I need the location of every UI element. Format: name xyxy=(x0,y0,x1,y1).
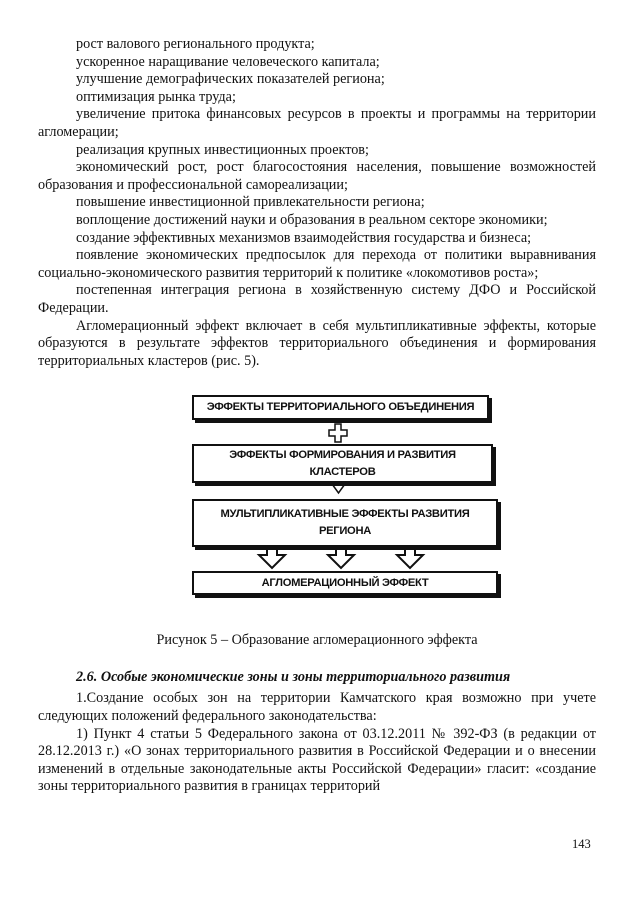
box-agglomeration-effect xyxy=(192,571,498,595)
list-item: появление экономических предпосылок для перехода от политики выравнивания социально-экономического развития территорий к политике «локомотивов роста»; xyxy=(38,247,596,281)
box-cluster-effects-line2: КЛАСТЕРОВ xyxy=(309,465,376,478)
box-cluster-effects-line1: ЭФФЕКТЫ ФОРМИРОВАНИЯ И РАЗВИТИЯ xyxy=(229,448,456,461)
list-item: ускоренное наращивание человеческого капитала; xyxy=(76,53,380,70)
box-cluster-effects xyxy=(192,444,493,483)
box-multiplicative-effects-line2: РЕГИОНА xyxy=(318,525,372,538)
list-item: экономический рост, рост благосостояния населения, повышение возможностей образования и профессиональной самореализации; xyxy=(38,159,596,193)
list-item: воплощение достижений науки и образования в реальном секторе экономики; xyxy=(76,211,548,228)
section-title: 2.6. Особые экономические зоны и зоны территориального развития xyxy=(76,668,511,685)
list-item: улучшение демографических показателей региона; xyxy=(76,71,385,88)
down-arrow-icon xyxy=(259,547,285,568)
page-number: 143 xyxy=(572,837,591,851)
paragraph: 1) Пункт 4 статьи 5 Федерального закона от 03.12.2011 № 392-ФЗ (в редакции от 28.12.2013 г.) «О зонах территориального развития в Российской Федерации и о внесении изменений в отдельные законодательные акты Российской Федерации» гласит: «создание зоны территориального развития в границах территорий xyxy=(38,725,596,795)
figure-caption: Рисунок 5 – Образование агломерационного эффекта xyxy=(156,632,478,649)
box-territorial-union xyxy=(192,395,489,420)
paragraph-effect: Агломерационный эффект включает в себя мультипликативные эффекты, которые образуются в результате эффектов территориального объединения и формирования территориальных кластеров (рис. 5). xyxy=(38,317,596,369)
down-arrow-icon xyxy=(397,547,423,568)
plus-icon xyxy=(329,424,347,442)
list-item: повышение инвестиционной привлекательности региона; xyxy=(76,194,425,211)
list-item: увеличение притока финансовых ресурсов в проекты и программы на территории агломерации; xyxy=(38,106,596,140)
box-multiplicative-effects-line1: МУЛЬТИПЛИКАТИВНЫЕ ЭФФЕКТЫ РАЗВИТИЯ xyxy=(220,508,470,521)
down-arrow-icon xyxy=(332,484,345,493)
box-multiplicative-effects xyxy=(192,499,498,547)
down-arrow-icon xyxy=(328,547,354,568)
box-agglomeration-effect-label: АГЛОМЕРАЦИОННЫЙ ЭФФЕКТ xyxy=(261,576,429,589)
list-item: постепенная интеграция региона в хозяйственную систему ДФО и Российской Федерации. xyxy=(38,282,596,316)
document-page xyxy=(38,36,596,796)
list-item: реализация крупных инвестиционных проектов; xyxy=(76,141,369,158)
list-item: создание эффективных механизмов взаимодействия государства и бизнеса; xyxy=(76,229,532,246)
agglomeration-diagram xyxy=(38,395,596,607)
paragraph: 1.Создание особых зон на территории Камчатского края возможно при учете следующих положений федерального законодательства: xyxy=(38,690,596,725)
list-item: рост валового регионального продукта; xyxy=(76,36,315,52)
list-item: оптимизация рынка труда; xyxy=(76,88,236,105)
box-territorial-union-label: ЭФФЕКТЫ ТЕРРИТОРИАЛЬНОГО ОБЪЕДИНЕНИЯ xyxy=(206,401,475,414)
